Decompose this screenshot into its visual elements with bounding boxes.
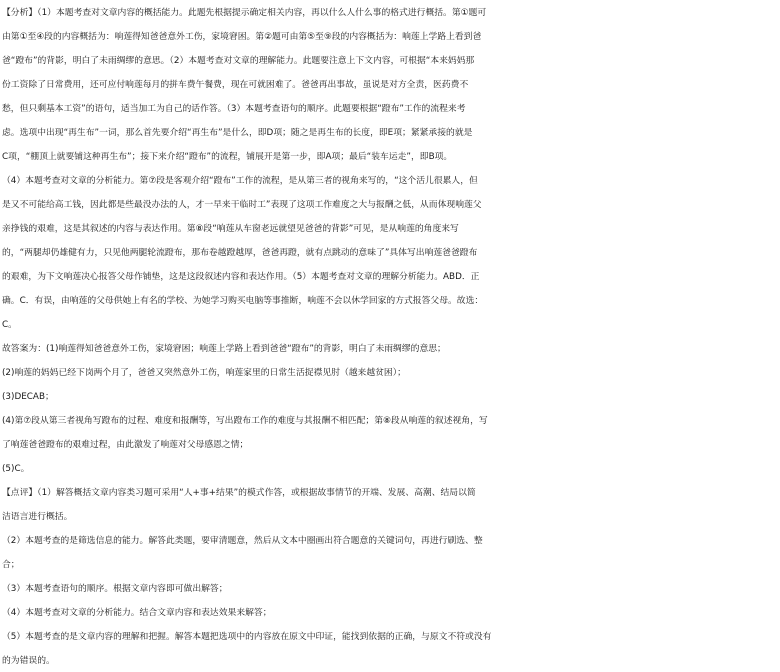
text-line: （3）本题考查语句的顺序。根据文章内容即可做出解答；: [2, 584, 228, 594]
text-line: 份工资除了日常费用，还可应付响莲每月的拼车费午餐费，现在可就困难了。爸爸再出事故，虽说是对方全责，医药费不: [2, 80, 469, 90]
text-line: (2)响莲的妈妈已经下岗两个月了，爸爸又突然意外工伤，响莲家里的日常生活捉襟见肘（越来越贫困）；: [2, 368, 406, 378]
text-line: （4）本题考查对文章的分析能力。结合文章内容和表达效果来解答；: [2, 608, 272, 618]
text-line: 确。C．有误，由响莲的父母供她上有名的学校、为她学习购买电脑等事推断，响莲不会以休学回家的方式报答父母。故选：: [2, 296, 484, 306]
text-line: (4)第⑦段从第三者视角写蹬布的过程、难度和报酬等，写出蹬布工作的难度与其报酬不相匹配；第⑧段从响莲的叙述视角，写: [2, 416, 488, 426]
text-line: 合；: [2, 560, 20, 570]
text-line: 【点评】（1）解答概括文章内容类习题可采用“人+事+结果”的模式作答，或根据故事情节的开端、发展、高潮、结局以简: [2, 488, 476, 498]
text-line: 故答案为：(1)响莲得知爸爸意外工伤，家境窘困；响莲上学路上看到爸爸“蹬布”的背影，明白了未雨绸缪的意思；: [2, 344, 446, 354]
text-line: 的为错误的。: [2, 656, 55, 666]
text-line: 的，“两腿却仍雄健有力，只见他两腿轮流蹬布，那布卷越蹬越厚，爸爸再蹬，就有点跳动的意味了”具体写出响莲爸爸蹬布: [2, 248, 478, 258]
text-line: （2）本题考查的是筛选信息的能力。解答此类题，要审清题意，然后从文本中圈画出符合题意的关键词句，再进行刷选、整: [2, 536, 483, 546]
text-line: (5)C。: [2, 464, 30, 474]
text-line: 是又不可能给高工钱，因此都是些最没办法的人，才一早来干临时工”表现了这项工作难度之大与报酬之低，从而体现响莲父: [2, 200, 482, 210]
text-line: （4）本题考查对文章的分析能力。第⑦段是客观介绍“蹬布”工作的流程，是从第三者的视角来写的，“这个活儿很累人，但: [2, 176, 478, 186]
text-line: 虑。选项中出现“再生布”一词，那么首先要介绍“再生布”是什么，即D项；随之是再生布的长度，即E项；紧紧承接的就是: [2, 128, 473, 138]
text-line: 亲挣钱的艰难，这是其叙述的内容与表达作用。第⑧段“响莲从车窗老远就望见爸爸的背影”可见，是从响莲的角度来写: [2, 224, 459, 234]
text-line: 洁语言进行概括。: [2, 512, 73, 522]
text-line: C。: [2, 320, 17, 330]
text-line: 了响莲爸爸蹬布的艰难过程，由此激发了响莲对父母感恩之情；: [2, 440, 249, 450]
text-line: 由第①至④段的内容概括为：响莲得知爸爸意外工伤，家境窘困。第②题可由第⑤至⑨段的内容概括为：响莲上学路上看到爸: [2, 32, 482, 42]
text-line: 【分析】（1）本题考查对文章内容的概括能力。此题先根据提示确定相关内容，再以什么人什么事的格式进行概括。第①题可: [2, 8, 487, 18]
text-line: (3)DECAB；: [2, 392, 54, 402]
text-line: 爸“蹬布”的背影，明白了未雨绸缪的意思。（2）本题考查对文章的理解能力。此题要注意上下文内容，可根据“本来妈妈那: [2, 56, 475, 66]
text-line: （5）本题考查的是文章内容的理解和把握。解答本题把选项中的内容放在原文中印证，能找到依据的正确，与原文不符或没有: [2, 632, 492, 642]
text-line: 的艰难，为下文响莲决心报答父母作铺垫，这是这段叙述内容和表达作用。（5）本题考查对文章的理解分析能力。ABD．正: [2, 272, 480, 282]
text-line: 愁，但只剩基本工资”的语句，适当加工为自己的话作答。（3）本题考查语句的顺序。此题要根据“蹬布”工作的流程来考: [2, 104, 466, 114]
text-line: C项，“棚顶上就要铺这种再生布”；接下来介绍“蹬布”的流程，铺展开是第一步，即A项；最后“装车运走”，即B项。: [2, 152, 453, 162]
